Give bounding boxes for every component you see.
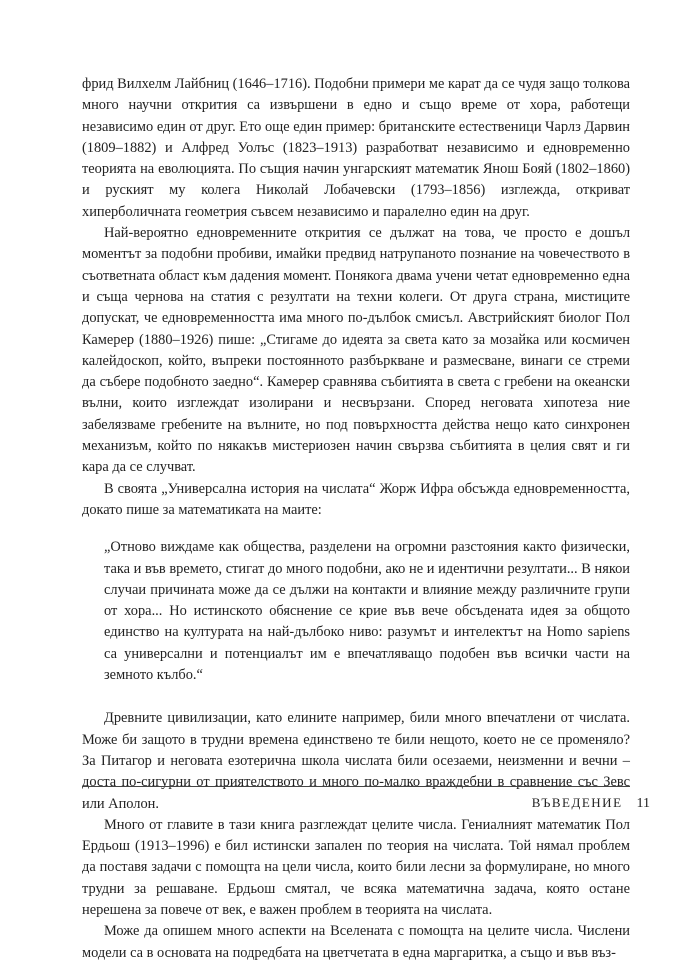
paragraph-2: Най-вероятно едновременните открития се дължат на това, че просто е дошъл моментът за подобни пробиви, имайки предвид натрупаното познание на човечеството в съответната област към дадения момент. Понякога двама учени четат едновременно една и съща чернова на статия с резултати на техни колеги. От друга страна, мистиците допускат, че едновременността има много по-дълбок смисъл. Австрийският биолог Пол Камерер (1880–1926) пише: „Стигаме до идеята за света като за мозайка или космичен калейдоскоп, който, въпреки постоянното разбъркване и размесване, винаги се стреми да събере подобното заедно“. Камерер сравнява събитията в света с гребени на океански вълни, които изглеждат изолирани и несвързани. Според неговата хипотеза ние забелязваме гребените на вълните, но под повърхността действа нещо като синхронен механизъм, който по някакъв мистериозен начин свързва събитията в целия свят и ги кара да се случват. [82, 225, 630, 476]
page-footer [532, 795, 650, 812]
paragraph-4: Древните цивилизации, като елините например, били много впечатлени от числата. Може би защото в трудни времена единствено те били нещото, което не се променяло? За Питагор и неговата езотерична школа числата били осезаеми, неизменни и вечни – доста по-сигурни от приятелството и много по-малко враждебни в сравнение със Зевс или Аполон. [82, 710, 630, 812]
block-quote [104, 537, 630, 686]
paragraph-6: Може да опишем много аспекти на Вселената с помощта на целите числа. Числени модели са в основата на подредбата на цветчетата в една маргаритка, а също и във въз- [82, 923, 630, 961]
paragraph-3: В своята „Универсална история на числата“ Жорж Ифра обсъжда едновременността, докато пише за математиката на маите: [82, 480, 630, 518]
page-number: 11 [636, 796, 650, 811]
quote-text: „Отново виждаме как общества, разделени на огромни разстояния както физически, така и във времето, стигат до много подобни, ако не и идентични резултати... В някои случаи причината може да се дължи на контакти и влияние между различните групи от хора... Но истинското обяснение се крие във вече обсъдената идея за общото единство на културата на най-дълбоко ниво: разумът и интелектът на Homo sapiens са универсални и потенциалът им е впечатляващо подобен във всички части на земното кълбо.“ [104, 539, 630, 684]
paragraph-1: фрид Вилхелм Лайбниц (1646–1716). Подобни примери ме карат да се чудя защо толкова много научни открития са извършени в едно и също време от хора, работещи независимо един от друг. Ето още един пример: британските естественици Чарлз Дарвин (1809–1882) и Алфред Уолъс (1823–1913) разработват независимо и едновременно теорията на еволюцията. По същия начин унгарският математик Янош Бояй (1802–1860) и руският му колега Николай Лобачевски (1793–1856) изглежда, откриват хиперболичната геометрия съвсем независимо и паралелно един на друг. [82, 76, 630, 220]
paragraph-5: Много от главите в тази книга разглеждат целите числа. Гениалният математик Пол Ердьош (1913–1996) е бил истински запален по теория на числата. Той нямал проблем да поставя задачи с помощта на цели числа, които били лесни за формулиране, но много трудни за решаване. Ердьош смятал, че всяка математична задача, която остане нерешена за повече от век, е важен проблем в теорията на числата. [82, 816, 630, 918]
section-title: ВЪВЕДЕНИЕ [531, 795, 623, 810]
body-text [82, 74, 630, 964]
footer-divider [82, 786, 630, 787]
